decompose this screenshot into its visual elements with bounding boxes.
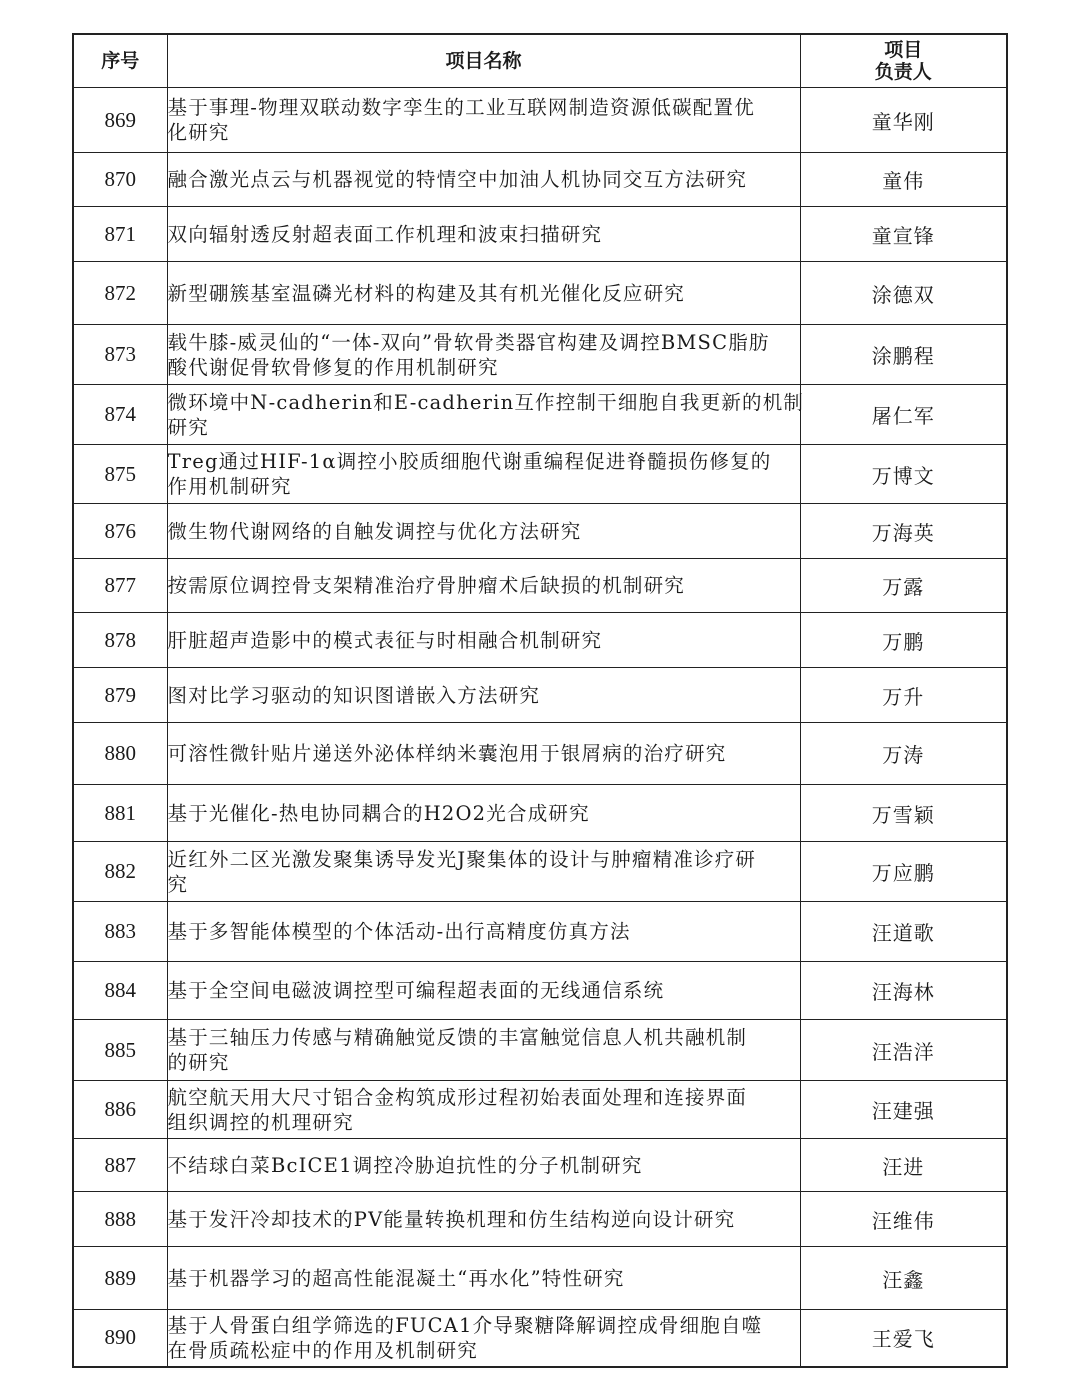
project-name-cell (167, 445, 800, 504)
header-serial-number: 序号 (73, 34, 167, 88)
serial-number-cell: 876 (73, 504, 167, 559)
table-row (73, 559, 1007, 613)
project-name-line: 基于发汗冷却技术的PV能量转换机理和仿生结构逆向设计研究 (167, 1207, 736, 1231)
header-project-name: 项目名称 (167, 34, 800, 88)
project-name-line: 微生物代谢网络的自触发调控与优化方法研究 (167, 519, 582, 543)
project-lead-cell: 万升 (800, 668, 1007, 723)
table-row (73, 668, 1007, 723)
serial-number-cell: 881 (73, 785, 167, 842)
project-name-line: 基于人骨蛋白组学筛选的FUCA1介导聚糖降解调控成骨细胞自噬 (167, 1313, 763, 1337)
project-name-cell (167, 723, 800, 785)
header-project-lead (800, 34, 1007, 88)
project-name-cell (167, 504, 800, 559)
project-lead-cell: 涂鹏程 (800, 325, 1007, 385)
project-name-cell (167, 962, 800, 1020)
serial-number-cell: 871 (73, 207, 167, 262)
project-name-line: 基于机器学习的超高性能混凝土“再水化”特性研究 (167, 1266, 625, 1290)
table-row (73, 613, 1007, 668)
table-row (73, 1192, 1007, 1247)
project-name-cell (167, 153, 800, 207)
project-lead-cell: 童华刚 (800, 88, 1007, 153)
project-lead-cell: 涂德双 (800, 262, 1007, 325)
header-row (73, 34, 1007, 88)
project-name-line: 酸代谢促骨软骨修复的作用机制研究 (167, 355, 499, 379)
serial-number-cell: 887 (73, 1139, 167, 1192)
serial-number-cell: 880 (73, 723, 167, 785)
serial-number-cell: 884 (73, 962, 167, 1020)
project-lead-cell: 万涛 (800, 723, 1007, 785)
project-name-line: 新型硼簇基室温磷光材料的构建及其有机光催化反应研究 (167, 281, 686, 305)
serial-number-cell: 873 (73, 325, 167, 385)
table-row (73, 1310, 1007, 1367)
project-name-cell (167, 262, 800, 325)
table-row (73, 785, 1007, 842)
project-lead-cell: 万鹏 (800, 613, 1007, 668)
table-row (73, 445, 1007, 504)
table-header (73, 34, 1007, 88)
project-name-cell (167, 1139, 800, 1192)
project-lead-cell: 汪道歌 (800, 902, 1007, 962)
serial-number-cell: 872 (73, 262, 167, 325)
project-name-cell (167, 207, 800, 262)
project-lead-cell: 汪浩洋 (800, 1020, 1007, 1081)
project-lead-cell: 屠仁军 (800, 385, 1007, 445)
project-list-page (72, 33, 1006, 1368)
project-name-cell (167, 1310, 800, 1367)
table-row (73, 902, 1007, 962)
table-row (73, 385, 1007, 445)
project-name-cell (167, 1081, 800, 1139)
project-name-cell (167, 902, 800, 962)
project-name-line: 航空航天用大尺寸铝合金构筑成形过程初始表面处理和连接界面 (167, 1085, 748, 1109)
project-name-line: 研究 (167, 415, 209, 439)
project-name-line: 基于多智能体模型的个体活动-出行高精度仿真方法 (167, 920, 631, 943)
project-lead-cell: 童伟 (800, 153, 1007, 207)
project-name-cell (167, 325, 800, 385)
project-lead-cell: 汪鑫 (800, 1247, 1007, 1310)
project-lead-cell: 万雪颖 (800, 785, 1007, 842)
table-row (73, 1247, 1007, 1310)
table-row (73, 504, 1007, 559)
table-row (73, 723, 1007, 785)
serial-number-cell: 885 (73, 1020, 167, 1081)
project-name-line: 究 (167, 872, 189, 896)
project-name-line: 融合激光点云与机器视觉的特情空中加油人机协同交互方法研究 (167, 168, 748, 191)
project-name-line: 微环境中N-cadherin和E-cadherin互作控制干细胞自我更新的机制 (167, 390, 805, 414)
project-lead-cell: 汪海林 (800, 962, 1007, 1020)
project-name-line: 双向辐射透反射超表面工作机理和波束扫描研究 (167, 222, 603, 246)
project-name-line: 作用机制研究 (167, 475, 292, 498)
project-name-line: 不结球白菜BcICE1调控冷胁迫抗性的分子机制研究 (167, 1153, 643, 1177)
project-lead-cell: 王爱飞 (800, 1310, 1007, 1367)
project-name-line: 按需原位调控骨支架精准治疗骨肿瘤术后缺损的机制研究 (167, 574, 686, 597)
project-lead-cell: 童宣锋 (800, 207, 1007, 262)
serial-number-cell: 883 (73, 902, 167, 962)
table-row (73, 262, 1007, 325)
project-lead-cell: 万海英 (800, 504, 1007, 559)
project-name-cell (167, 1192, 800, 1247)
table-row (73, 842, 1007, 902)
serial-number-cell: 877 (73, 559, 167, 613)
project-name-cell (167, 88, 800, 153)
project-name-line: 肝脏超声造影中的模式表征与时相融合机制研究 (167, 628, 603, 652)
serial-number-cell: 875 (73, 445, 167, 504)
project-name-line: 基于光催化-热电协同耦合的H2O2光合成研究 (167, 801, 590, 825)
table-body (73, 88, 1007, 1367)
project-lead-cell: 汪建强 (800, 1081, 1007, 1139)
project-lead-cell: 万应鹏 (800, 842, 1007, 902)
project-table (72, 33, 1008, 1368)
project-lead-cell: 汪进 (800, 1139, 1007, 1192)
table-row (73, 88, 1007, 153)
serial-number-cell: 879 (73, 668, 167, 723)
project-name-cell (167, 668, 800, 723)
project-name-line: 可溶性微针贴片递送外泌体样纳米囊泡用于银屑病的治疗研究 (167, 742, 727, 765)
serial-number-cell: 890 (73, 1310, 167, 1367)
project-name-line: 基于事理-物理双联动数字孪生的工业互联网制造资源低碳配置优 (167, 96, 755, 119)
project-name-cell (167, 785, 800, 842)
table-row (73, 207, 1007, 262)
project-name-line: 在骨质疏松症中的作用及机制研究 (167, 1338, 479, 1362)
serial-number-cell: 889 (73, 1247, 167, 1310)
table-row (73, 153, 1007, 207)
project-name-cell (167, 842, 800, 902)
serial-number-cell: 878 (73, 613, 167, 668)
project-name-line: 图对比学习驱动的知识图谱嵌入方法研究 (167, 683, 541, 707)
table-row (73, 325, 1007, 385)
serial-number-cell: 886 (73, 1081, 167, 1139)
project-name-line: 载牛膝-威灵仙的“一体-双向”骨软骨类器官构建及调控BMSC脂肪 (167, 330, 770, 354)
project-name-line: 基于三轴压力传感与精确触觉反馈的丰富触觉信息人机共融机制 (167, 1026, 748, 1049)
table-row (73, 1081, 1007, 1139)
project-lead-cell: 万博文 (800, 445, 1007, 504)
serial-number-cell: 874 (73, 385, 167, 445)
project-lead-cell: 汪维伟 (800, 1192, 1007, 1247)
project-name-cell (167, 1020, 800, 1081)
project-name-cell (167, 1247, 800, 1310)
project-name-line: 的研究 (167, 1051, 230, 1074)
project-name-line: Treg通过HIF-1α调控小胶质细胞代谢重编程促进脊髓损伤修复的 (167, 450, 772, 473)
project-name-cell (167, 613, 800, 668)
project-name-line: 组织调控的机理研究 (167, 1110, 354, 1134)
project-name-line: 近红外二区光激发聚集诱导发光J聚集体的设计与肿瘤精准诊疗研 (167, 847, 757, 871)
table-row (73, 1139, 1007, 1192)
serial-number-cell: 888 (73, 1192, 167, 1247)
project-lead-cell: 万露 (800, 559, 1007, 613)
project-name-line: 基于全空间电磁波调控型可编程超表面的无线通信系统 (167, 979, 665, 1002)
table-row (73, 1020, 1007, 1081)
header-project-lead-line2: 负责人 (874, 61, 932, 83)
header-project-lead-line1: 项目 (884, 39, 923, 61)
project-name-cell (167, 385, 805, 445)
serial-number-cell: 869 (73, 88, 167, 153)
serial-number-cell: 870 (73, 153, 167, 207)
table-row (73, 962, 1007, 1020)
serial-number-cell: 882 (73, 842, 167, 902)
project-name-cell (167, 559, 800, 613)
project-name-line: 化研究 (167, 121, 230, 144)
